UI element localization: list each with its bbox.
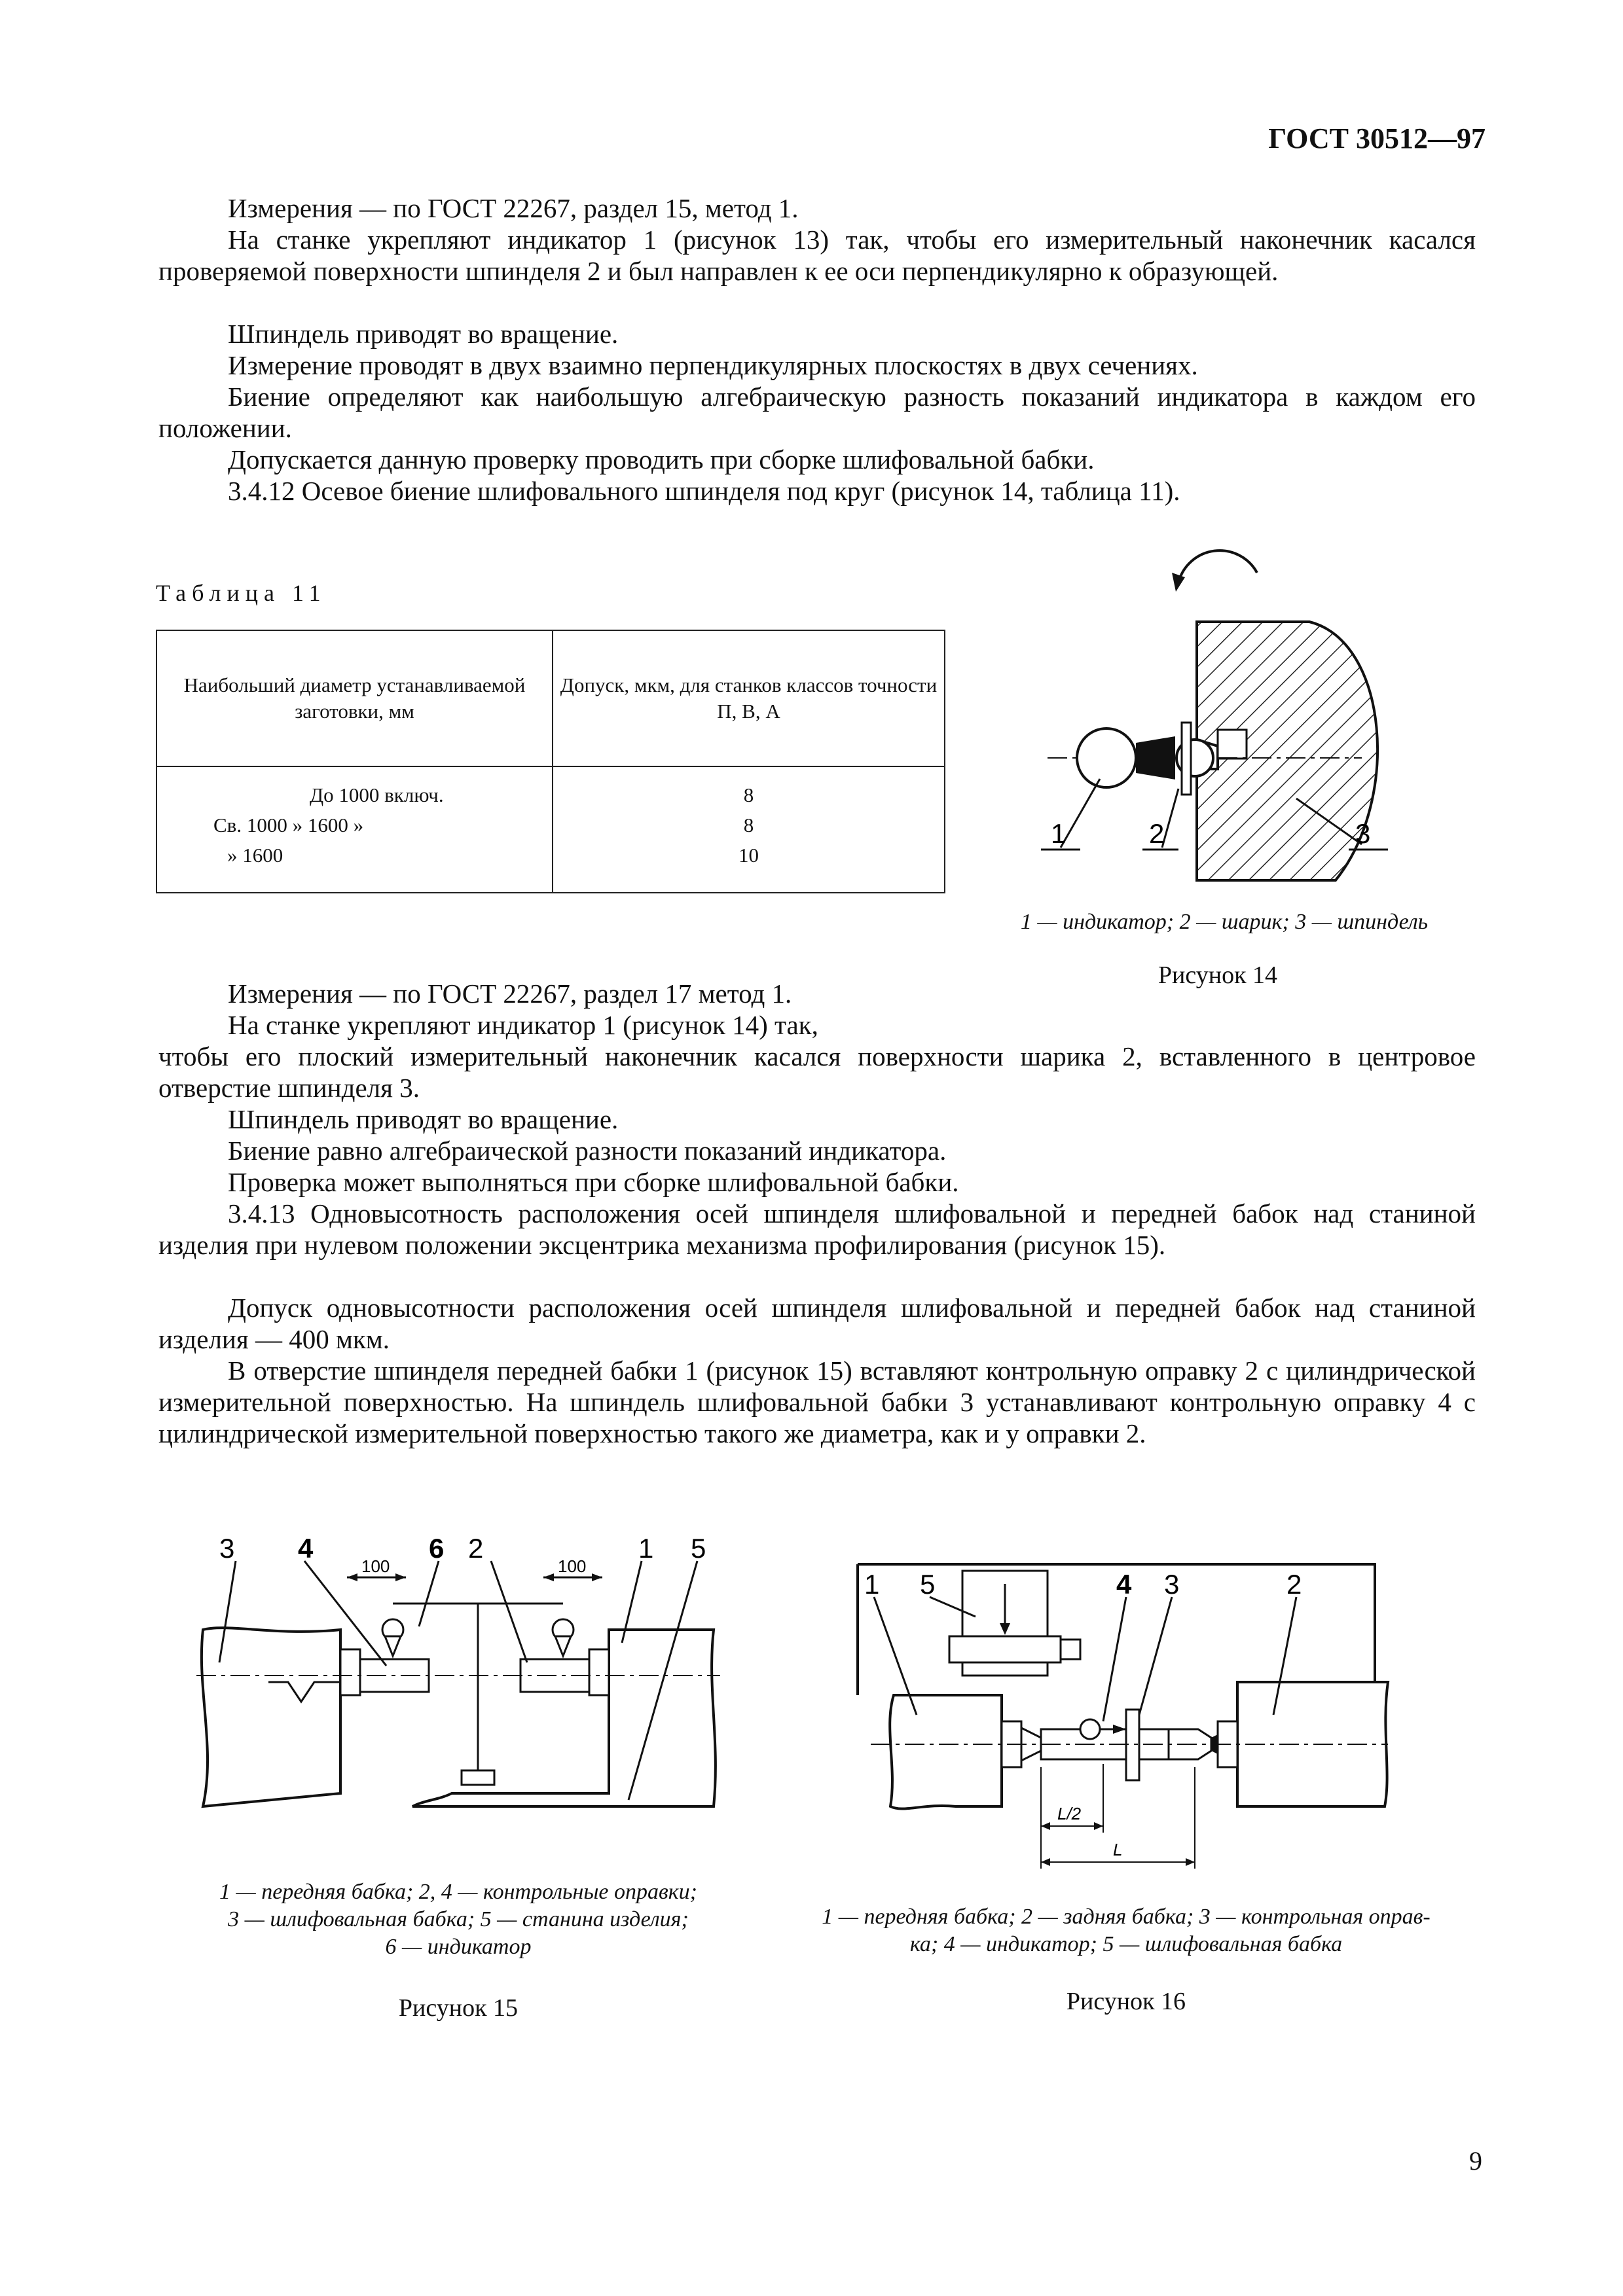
figure-16-label: 4	[1116, 1569, 1132, 1600]
figure-16-label: 2	[1286, 1569, 1302, 1600]
figure-14-drawing	[1021, 537, 1440, 903]
figure-14-label: 2	[1149, 818, 1165, 849]
figure-16-title: Рисунок 16	[1066, 1988, 1186, 2015]
figure-15-label: 6	[429, 1533, 445, 1564]
legend-line: ка; 4 — индикатор; 5 — шлифовальная бабка	[909, 1932, 1343, 1956]
paragraph: На станке укрепляют индикатор 1 (рисунок 14) так,	[228, 1010, 818, 1040]
paragraph: Допускается данную проверку проводить при сборке шлифовальной бабки.	[228, 444, 1095, 475]
figure-14-label: 3	[1355, 818, 1371, 849]
paragraph: чтобы его плоский измерительный наконечник касался поверхности шарика 2, вставленного в центровое отверстие шпинделя 3.	[158, 1041, 1476, 1103]
table-cell: 8	[743, 814, 754, 836]
figure-14-label: 1	[1051, 818, 1067, 849]
table-header-tolerance: Допуск, мкм, для станков классов точности П, В, А	[553, 630, 945, 766]
figure-15-label: 4	[298, 1533, 314, 1564]
paragraph: Проверка может выполняться при сборке шлифовальной бабки.	[228, 1167, 959, 1197]
figure-15-label: 2	[468, 1533, 484, 1564]
figure-16-label: 1	[864, 1569, 880, 1600]
figure-15-drawing	[190, 1525, 727, 1852]
legend-line: 1 — передняя бабка; 2 — задняя бабка; 3 — контрольная оправ-	[822, 1905, 1431, 1929]
table-header-diameter: Наибольший диаметр устанавливаемой заготовки, мм	[156, 630, 553, 766]
paragraph: Измерения — по ГОСТ 22267, раздел 17 метод 1.	[228, 978, 792, 1009]
figure-15-label: 1	[638, 1533, 654, 1564]
table-cell: » 1600	[227, 844, 283, 867]
paragraph: 3.4.13 Одновысотность расположения осей шпинделя шлифовальной и передней бабок над станиной изделия при нулевом положении эксцентрика механизма профилирования (рисунок 15).	[158, 1198, 1476, 1260]
figure-15-title: Рисунок 15	[398, 1994, 519, 2022]
page-number: 9	[1469, 2146, 1482, 2176]
table-cell: До 1000 включ.	[310, 783, 444, 806]
figure-16-label: 3	[1164, 1569, 1180, 1600]
figure-14-title: Рисунок 14	[1158, 961, 1278, 989]
paragraph: Измерения — по ГОСТ 22267, раздел 15, метод 1.	[228, 193, 799, 223]
figure-16-dimension: L	[1113, 1840, 1123, 1859]
paragraph: 3.4.12 Осевое биение шлифовального шпинделя под круг (рисунок 14, таблица 11).	[228, 476, 1180, 506]
tolerance-table	[156, 630, 945, 893]
table-cell: Св. 1000 » 1600 »	[213, 814, 364, 836]
legend-line: 1 — передняя бабка; 2, 4 — контрольные оправки;	[219, 1880, 697, 1904]
paragraph: Допуск одновысотности расположения осей шпинделя шлифовальной и передней бабок над станиной изделия — 400 мкм.	[158, 1293, 1476, 1354]
table-cell: 10	[739, 844, 759, 867]
table-col-tolerance	[553, 766, 945, 893]
figure-15-dimension: 100	[361, 1556, 390, 1576]
paragraph: Биение равно алгебраической разности показаний индикатора.	[228, 1136, 947, 1166]
figure-16-drawing	[845, 1558, 1401, 1898]
paragraph: Шпиндель приводят во вращение.	[228, 1104, 619, 1134]
table-caption: Таблица 11	[156, 580, 327, 606]
figure-16-dimension: L/2	[1057, 1804, 1082, 1823]
paragraph: В отверстие шпинделя передней бабки 1 (рисунок 15) вставляют контрольную оправку 2 с цилиндрической измерительной поверхностью. На шпиндель шлифовальной бабки 3 устанавливают контрольную оправку 4 с цилиндрической измерительной поверхностью такого же диаметра, как и у оправки 2.	[158, 1355, 1476, 1448]
legend-line: 3 — шлифовальная бабка; 5 — станина изделия;	[228, 1907, 689, 1931]
figure-16-legend	[773, 1903, 1480, 1958]
figure-15-label: 3	[219, 1533, 235, 1564]
legend-line: 6 — индикатор	[385, 1935, 532, 1959]
table-cell: 8	[743, 783, 754, 806]
paragraph: Шпиндель приводят во вращение.	[228, 319, 619, 349]
document-code: ГОСТ 30512—97	[1268, 122, 1486, 154]
paragraph: Измерение проводят в двух взаимно перпендикулярных плоскостях в двух сечениях.	[228, 350, 1198, 380]
table-col-diameter	[156, 766, 553, 893]
figure-15-label: 5	[691, 1533, 706, 1564]
figure-15-dimension: 100	[558, 1556, 587, 1576]
figure-16-label: 5	[920, 1569, 936, 1600]
figure-15-legend	[183, 1878, 733, 1961]
figure-14-legend: 1 — индикатор; 2 — шарик; 3 — шпиндель	[1020, 910, 1429, 934]
paragraph: Биение определяют как наибольшую алгебраическую разность показаний индикатора в каждом его положении.	[158, 382, 1476, 443]
paragraph: На станке укрепляют индикатор 1 (рисунок 13) так, чтобы его измерительный наконечник касался проверяемой поверхности шпинделя 2 и был направлен к ее оси перпендикулярно к образующей.	[158, 224, 1476, 286]
